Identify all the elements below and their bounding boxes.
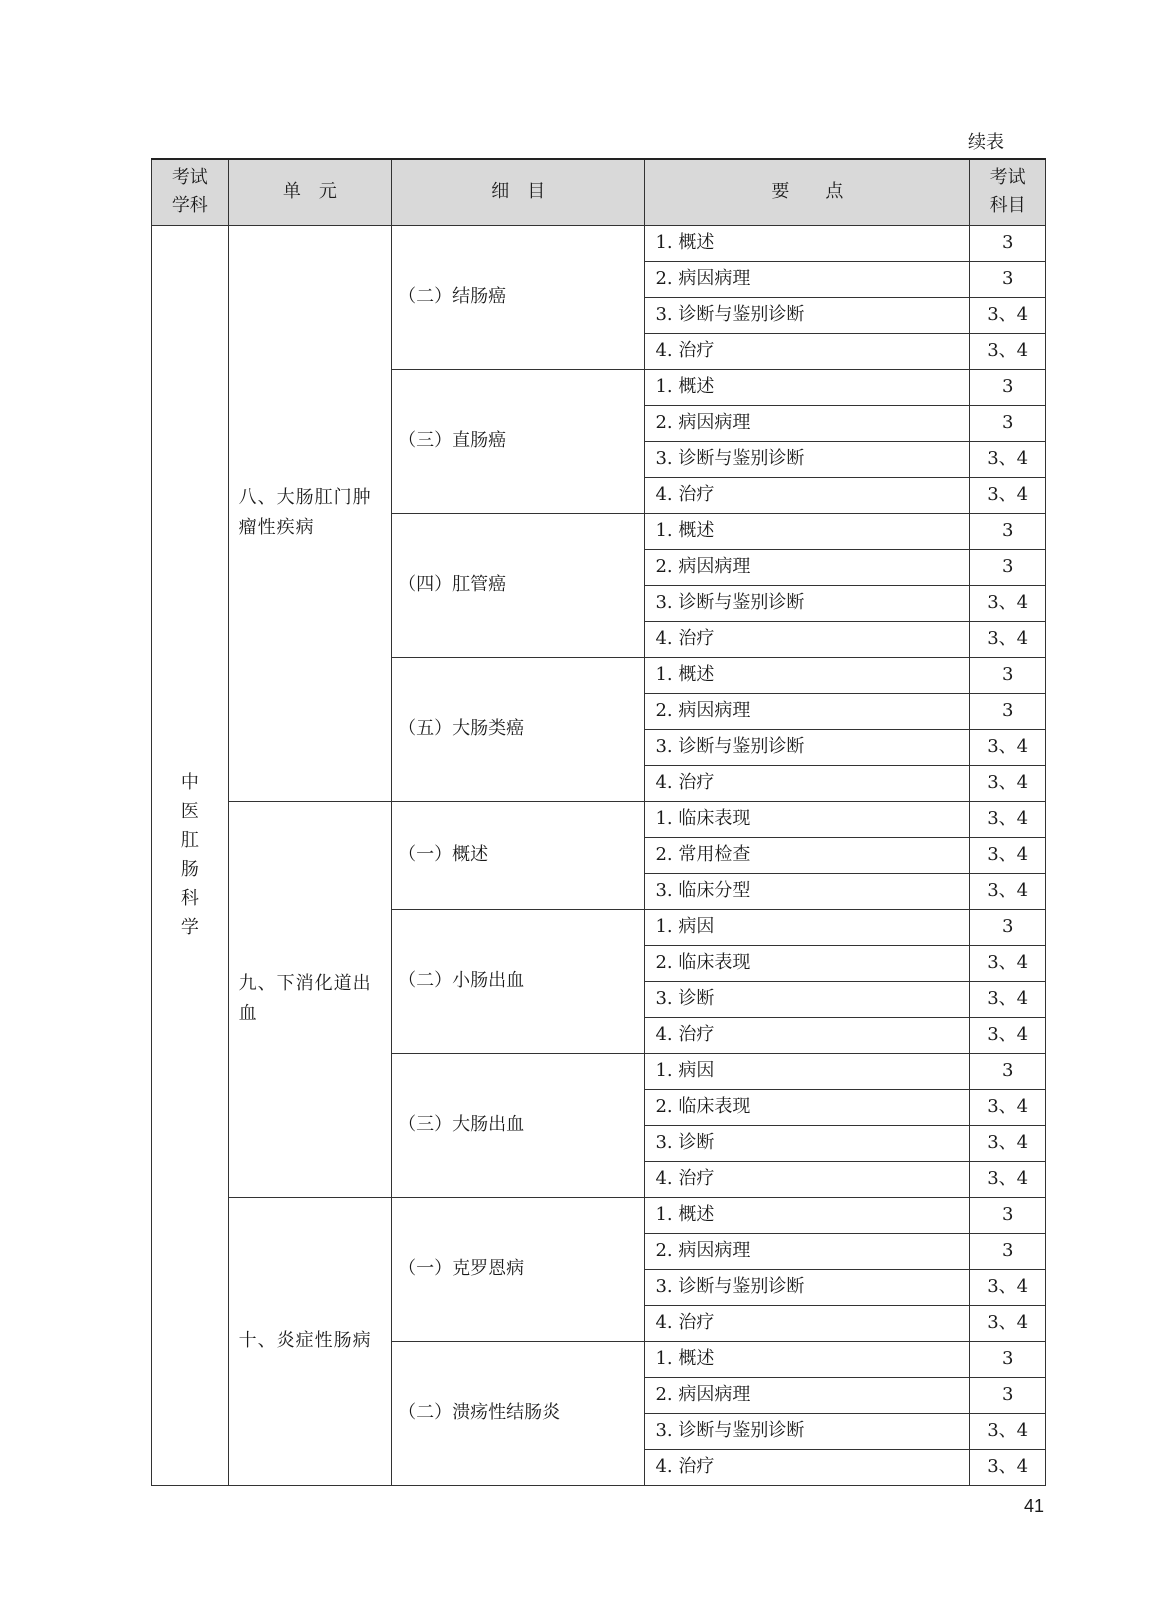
point-cell: 3. 诊断与鉴别诊断 [645,441,970,477]
unit-cell: 十、炎症性肠病 [228,1197,391,1485]
item-cell: （三）大肠出血 [392,1053,645,1197]
exam-score-cell: 3、4 [970,621,1046,657]
point-cell: 4. 治疗 [645,1305,970,1341]
exam-score-cell: 3、4 [970,765,1046,801]
point-cell: 4. 治疗 [645,765,970,801]
syllabus-table [151,158,1046,1486]
point-cell: 3. 诊断与鉴别诊断 [645,729,970,765]
exam-score-cell: 3 [970,261,1046,297]
point-cell: 1. 概述 [645,225,970,261]
point-cell: 2. 病因病理 [645,693,970,729]
exam-score-cell: 3、4 [970,333,1046,369]
point-cell: 2. 临床表现 [645,1089,970,1125]
exam-score-cell: 3 [970,909,1046,945]
exam-score-cell: 3、4 [970,837,1046,873]
header-item: 细 目 [392,159,645,225]
exam-score-cell: 3、4 [970,1017,1046,1053]
header-points: 要 点 [645,159,970,225]
unit-cell: 八、大肠肛门肿瘤性疾病 [228,225,391,801]
point-cell: 2. 病因病理 [645,405,970,441]
point-cell: 3. 诊断 [645,1125,970,1161]
item-cell: （五）大肠类癌 [392,657,645,801]
exam-score-cell: 3、4 [970,801,1046,837]
point-cell: 1. 概述 [645,513,970,549]
item-cell: （二）结肠癌 [392,225,645,369]
point-cell: 2. 病因病理 [645,261,970,297]
point-cell: 3. 诊断与鉴别诊断 [645,585,970,621]
header-exam: 考试科目 [970,159,1046,225]
item-cell: （三）直肠癌 [392,369,645,513]
exam-score-cell: 3 [970,693,1046,729]
point-cell: 2. 病因病理 [645,549,970,585]
table-body [152,225,1046,1485]
header-subject: 考试学科 [152,159,229,225]
continuation-label: 续表 [968,132,1004,153]
point-cell: 3. 诊断与鉴别诊断 [645,297,970,333]
exam-score-cell: 3、4 [970,441,1046,477]
point-cell: 4. 治疗 [645,333,970,369]
table-row [152,1197,1046,1233]
item-cell: （四）肛管癌 [392,513,645,657]
exam-score-cell: 3、4 [970,477,1046,513]
table-row [152,801,1046,837]
item-cell: （二）溃疡性结肠炎 [392,1341,645,1485]
exam-score-cell: 3 [970,225,1046,261]
header-unit: 单 元 [228,159,391,225]
point-cell: 4. 治疗 [645,1161,970,1197]
point-cell: 1. 概述 [645,369,970,405]
header-row [152,159,1046,225]
exam-score-cell: 3、4 [970,873,1046,909]
exam-score-cell: 3、4 [970,945,1046,981]
point-cell: 1. 病因 [645,1053,970,1089]
table-row [152,225,1046,261]
exam-score-cell: 3 [970,405,1046,441]
point-cell: 1. 临床表现 [645,801,970,837]
exam-score-cell: 3 [970,1377,1046,1413]
point-cell: 1. 概述 [645,1341,970,1377]
exam-score-cell: 3 [970,549,1046,585]
point-cell: 1. 病因 [645,909,970,945]
item-cell: （一）概述 [392,801,645,909]
page-number: 41 [1024,1496,1045,1516]
point-cell: 3. 诊断与鉴别诊断 [645,1269,970,1305]
point-cell: 4. 治疗 [645,477,970,513]
exam-score-cell: 3 [970,1053,1046,1089]
point-cell: 4. 治疗 [645,621,970,657]
exam-score-cell: 3、4 [970,1305,1046,1341]
exam-score-cell: 3 [970,369,1046,405]
exam-score-cell: 3、4 [970,981,1046,1017]
exam-score-cell: 3、4 [970,1161,1046,1197]
exam-score-cell: 3 [970,657,1046,693]
exam-score-cell: 3、4 [970,1089,1046,1125]
exam-score-cell: 3、4 [970,297,1046,333]
point-cell: 4. 治疗 [645,1449,970,1485]
point-cell: 4. 治疗 [645,1017,970,1053]
exam-score-cell: 3、4 [970,1125,1046,1161]
subject-label: 中医肛肠科学 [180,771,199,938]
point-cell: 2. 病因病理 [645,1233,970,1269]
unit-cell: 九、下消化道出血 [228,801,391,1197]
point-cell: 2. 临床表现 [645,945,970,981]
item-cell: （一）克罗恩病 [392,1197,645,1341]
subject-cell [152,225,229,1485]
point-cell: 1. 概述 [645,657,970,693]
item-cell: （二）小肠出血 [392,909,645,1053]
exam-score-cell: 3、4 [970,729,1046,765]
exam-score-cell: 3 [970,513,1046,549]
exam-score-cell: 3 [970,1197,1046,1233]
point-cell: 3. 诊断与鉴别诊断 [645,1413,970,1449]
exam-score-cell: 3、4 [970,1449,1046,1485]
point-cell: 2. 常用检查 [645,837,970,873]
exam-score-cell: 3 [970,1341,1046,1377]
exam-score-cell: 3、4 [970,585,1046,621]
point-cell: 1. 概述 [645,1197,970,1233]
point-cell: 3. 临床分型 [645,873,970,909]
point-cell: 2. 病因病理 [645,1377,970,1413]
exam-score-cell: 3 [970,1233,1046,1269]
point-cell: 3. 诊断 [645,981,970,1017]
exam-score-cell: 3、4 [970,1269,1046,1305]
exam-score-cell: 3、4 [970,1413,1046,1449]
